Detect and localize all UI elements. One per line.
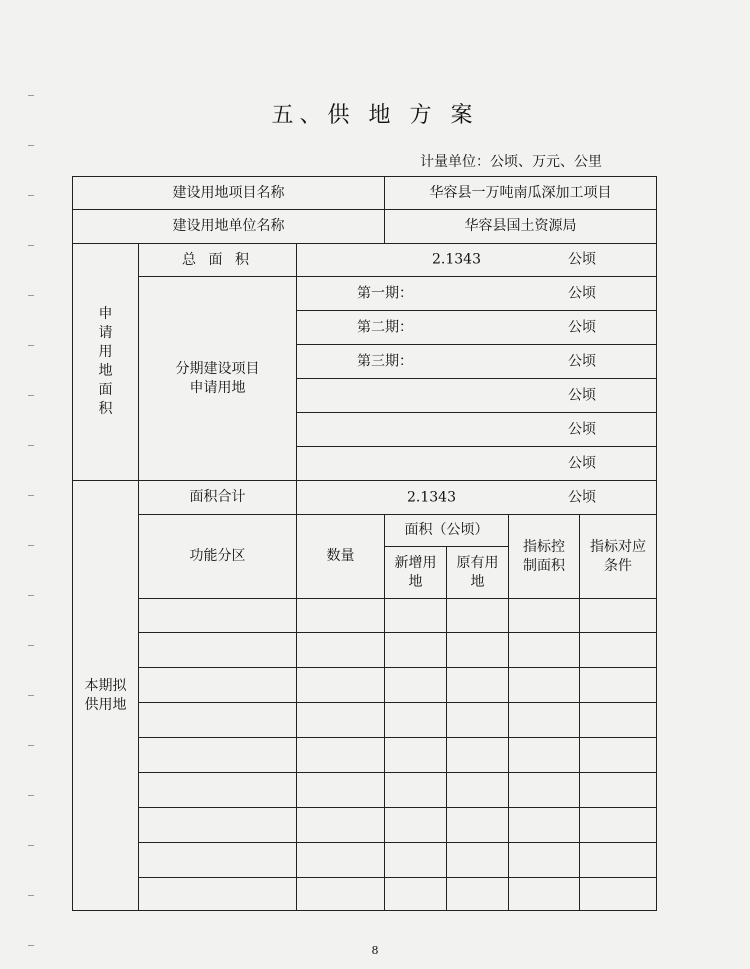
section-char: 地 <box>98 363 113 379</box>
col-area-group: 面积（公顷） <box>385 515 509 547</box>
phase-name: 第二期： <box>357 319 413 336</box>
project-name-label: 建设用地项目名称 <box>73 177 385 210</box>
supply-label-line1: 本期拟 <box>84 677 127 694</box>
project-unit-label: 建设用地单位名称 <box>73 210 385 244</box>
col-existing-line2: 地 <box>470 573 485 590</box>
table-row <box>73 808 657 843</box>
area-total-cell <box>297 481 657 515</box>
project-unit-value: 华容县国土资源局 <box>385 210 657 244</box>
phase-name: 第一期： <box>357 285 413 302</box>
col-condition <box>580 515 657 599</box>
phase-unit: 公顷 <box>568 421 596 438</box>
area-total-unit: 公顷 <box>568 489 596 506</box>
phase-cell <box>297 379 657 413</box>
project-unit-row <box>73 210 657 244</box>
phase-unit: 公顷 <box>568 455 596 472</box>
total-area-unit: 公顷 <box>568 251 596 268</box>
area-total-label: 面积合计 <box>139 481 297 515</box>
col-condition-line1: 指标对应 <box>590 538 646 555</box>
unit-note: 计量单位：公顷、万元、公里 <box>420 154 602 170</box>
table-row <box>73 599 657 633</box>
col-new-line1: 新增用 <box>394 554 437 571</box>
col-zone: 功能分区 <box>139 515 297 599</box>
phase-unit: 公顷 <box>568 319 596 336</box>
col-new-land <box>385 547 447 599</box>
column-header-row <box>73 515 657 547</box>
phase-label-line2: 申请用地 <box>189 379 246 396</box>
col-new-line2: 地 <box>408 573 423 590</box>
project-name-value: 华容县一万吨南瓜深加工项目 <box>385 177 657 210</box>
total-area-value: 2.1343 <box>432 251 481 268</box>
page-title: 五、供 地 方 案 <box>271 103 479 128</box>
phase-unit: 公顷 <box>568 353 596 370</box>
phase-cell <box>297 277 657 311</box>
col-count: 数量 <box>297 515 385 599</box>
section-char: 请 <box>98 325 113 342</box>
phase-label-line1: 分期建设项目 <box>175 360 260 377</box>
project-name-row <box>73 177 657 210</box>
col-control-line1: 指标控 <box>523 538 565 555</box>
total-area-cell <box>297 244 657 277</box>
phase-cell <box>297 345 657 379</box>
table-row <box>73 703 657 738</box>
supply-label-line2: 供用地 <box>84 696 127 713</box>
table-row <box>73 878 657 911</box>
col-existing-line1: 原有用 <box>456 554 499 571</box>
table-row <box>73 773 657 808</box>
area-total-value: 2.1343 <box>407 489 456 506</box>
area-total-row <box>73 481 657 515</box>
col-existing-land <box>447 547 509 599</box>
col-control-line2: 制面积 <box>523 557 565 574</box>
col-condition-line2: 条件 <box>604 557 632 574</box>
application-section-label <box>73 244 139 481</box>
section-char: 用 <box>98 344 113 361</box>
table-row <box>73 843 657 878</box>
land-supply-table <box>72 176 657 911</box>
binding-margin-marks <box>28 0 38 969</box>
phase-cell <box>297 447 657 481</box>
supply-section-label <box>73 481 139 911</box>
phase-label <box>139 277 297 481</box>
total-area-label: 总 面 积 <box>139 244 297 277</box>
col-control-area <box>509 515 580 599</box>
phase-unit: 公顷 <box>568 285 596 302</box>
phase-cell <box>297 413 657 447</box>
phase-unit: 公顷 <box>568 387 596 404</box>
table-row <box>73 668 657 703</box>
phase-name: 第三期： <box>357 353 413 370</box>
phase-cell <box>297 311 657 345</box>
section-char: 积 <box>98 400 113 417</box>
table-row <box>73 633 657 668</box>
total-area-row <box>73 244 657 277</box>
table-row <box>73 738 657 773</box>
section-char: 申 <box>98 306 113 323</box>
page-number: 8 <box>371 944 379 957</box>
phase-row <box>73 277 657 311</box>
section-char: 面 <box>98 381 113 398</box>
